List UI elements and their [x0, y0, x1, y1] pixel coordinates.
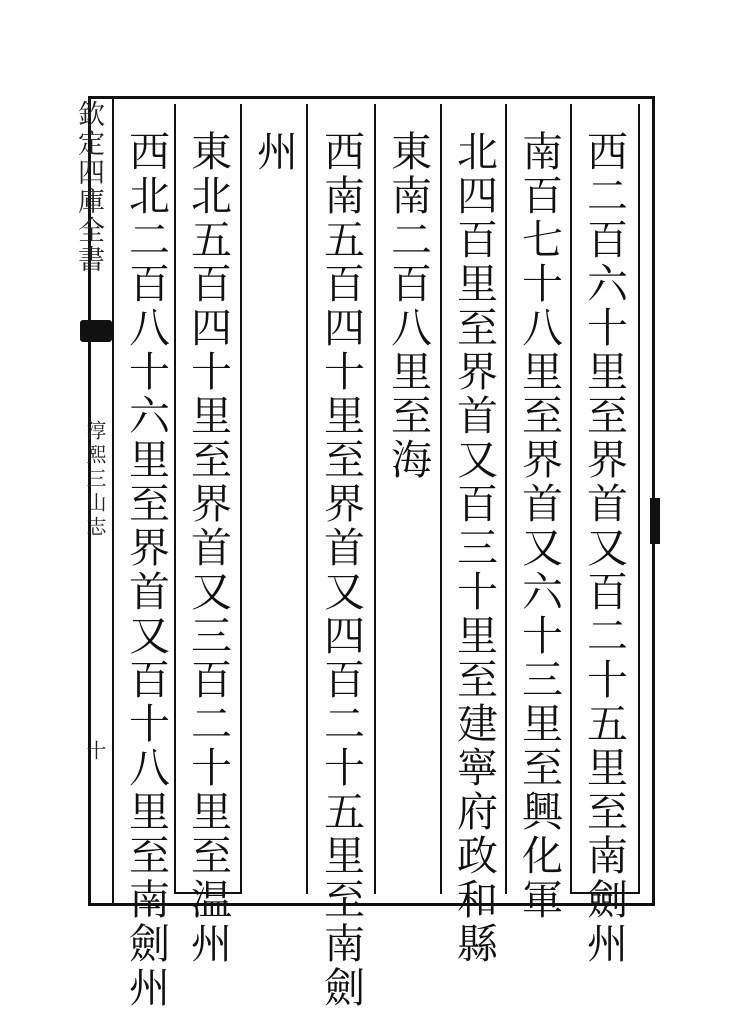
column-text: 西北二百八十六里至界首又百十八里至南劍州	[122, 130, 170, 1010]
text-column-5	[309, 130, 373, 1010]
margin-book-title: 欽定四庫全書	[73, 100, 104, 274]
text-column-1	[572, 130, 636, 966]
column-text: 州	[250, 130, 298, 174]
text-column-8	[114, 130, 178, 1010]
top-border	[88, 96, 654, 99]
fish-tail-mark	[80, 320, 112, 342]
text-column-4	[376, 130, 440, 890]
column-text: 西南五百四十里至界首又四百二十五里至南劍	[317, 130, 365, 1010]
column-text: 西二百六十里至界首又百二十五里至南劍州	[580, 130, 628, 966]
column-text: 東南二百八里至海	[384, 130, 432, 482]
column-text: 東北五百四十里至界首又三百二十里至温州	[184, 130, 232, 966]
text-column-7	[176, 130, 240, 966]
text-column-3	[442, 130, 506, 966]
column-divider	[638, 104, 640, 894]
column-text: 北四百里至界首又百三十里至建寧府政和縣	[450, 130, 498, 966]
text-column-2	[507, 130, 571, 922]
column-text: 南百七十八里至界首又六十三里至興化軍	[515, 130, 563, 922]
text-column-6	[242, 130, 306, 890]
margin-page-number: 十	[83, 740, 107, 760]
edge-mark	[650, 498, 660, 544]
column-divider	[306, 104, 308, 894]
margin-volume-title: 淳熙三山志	[83, 420, 107, 540]
